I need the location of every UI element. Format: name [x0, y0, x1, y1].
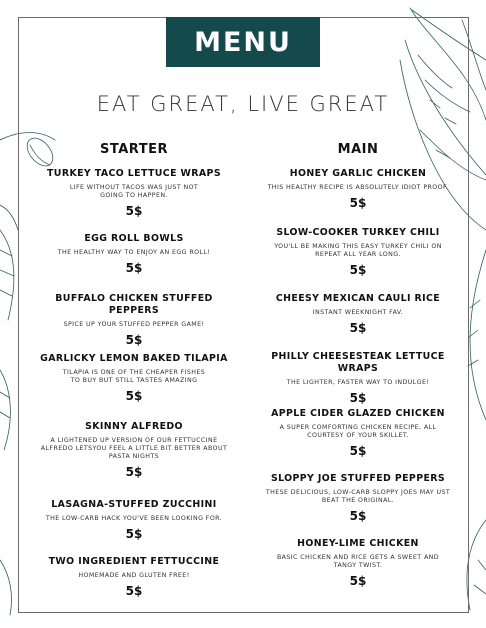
- menu-item: [258, 351, 458, 405]
- item-description: A SUPER COMFORTING CHICKEN RECIPE, ALL COURTESY OF YOUR SKILLET.: [279, 424, 437, 439]
- menu-item: [33, 293, 235, 347]
- item-price: 5$: [125, 261, 143, 275]
- tagline: EAT GREAT, LIVE GREAT: [96, 92, 390, 116]
- menu-item: [33, 168, 235, 218]
- item-description: BASIC CHICKEN AND RICE GETS A SWEET AND TANGY TWIST.: [276, 554, 440, 569]
- item-name: APPLE CIDER GLAZED CHICKEN: [271, 408, 445, 419]
- item-name: LASAGNA-STUFFED ZUCCHINI: [51, 499, 217, 510]
- item-description: THESE DELICIOUS, LOW-CARB SLOPPY JOES MAY UST BEAT THE ORIGINAL.: [265, 489, 451, 504]
- menu-item: [33, 233, 235, 275]
- menu-item: [33, 556, 235, 598]
- menu-item: [258, 538, 458, 588]
- main-heading: MAIN: [337, 142, 379, 157]
- item-price: 5$: [349, 574, 367, 588]
- item-name: TWO INGREDIENT FETTUCCINE: [48, 556, 220, 567]
- item-name: HONEY GARLIC CHICKEN: [289, 168, 427, 179]
- menu-item: [33, 353, 235, 403]
- menu-item: [258, 168, 458, 210]
- item-price: 5$: [125, 333, 143, 347]
- item-description: LIFE WITHOUT TACOS WAS JUST NOT GOING TO HAPPEN.: [69, 184, 199, 199]
- item-price: 5$: [125, 465, 143, 479]
- item-description: A LIGHTENED UP VERSION OF OUR FETTUCCINE ALFREDO LETSYOU FEEL A LITTLE BIT BETTER ABOUT PASTA NIGHTS: [40, 437, 228, 460]
- menu-item: [258, 227, 458, 277]
- item-name: GARLICKY LEMON BAKED TILAPIA: [40, 353, 228, 364]
- menu-item: [258, 408, 458, 458]
- item-description: HOMEMADE AND GLUTEN FREE!: [78, 572, 190, 579]
- item-name: HONEY-LIME CHICKEN: [297, 538, 419, 549]
- item-name: SKINNY ALFREDO: [85, 421, 183, 432]
- item-price: 5$: [125, 527, 143, 541]
- menu-item: [33, 499, 235, 541]
- item-price: 5$: [349, 321, 367, 335]
- starter-heading: STARTER: [100, 142, 168, 157]
- item-name: BUFFALO CHICKEN STUFFED PEPPERS: [55, 293, 213, 316]
- item-description: TILAPIA IS ONE OF THE CHEAPER FISHES TO BUY BUT STILL TASTES AMAZING: [62, 369, 206, 384]
- item-price: 5$: [125, 204, 143, 218]
- item-price: 5$: [349, 509, 367, 523]
- item-description: INSTANT WEEKNIGHT FAV.: [312, 309, 404, 316]
- item-price: 5$: [349, 263, 367, 277]
- item-name: SLOPPY JOE STUFFED PEPPERS: [270, 473, 446, 484]
- item-description: THIS HEALTHY RECIPE IS ABSOLUTELY IDIOT PROOF.: [267, 184, 449, 191]
- menu-title-banner: [166, 17, 320, 67]
- item-name: CHEESY MEXICAN CAULI RICE: [275, 293, 441, 304]
- menu-item: [258, 293, 458, 335]
- menu-item: [258, 473, 458, 523]
- item-name: SLOW-COOKER TURKEY CHILI: [276, 227, 440, 238]
- item-name: PHILLY CHEESESTEAK LETTUCE WRAPS: [271, 351, 445, 374]
- item-description: YOU'LL BE MAKING THIS EASY TURKEY CHILI ON REPEAT ALL YEAR LONG.: [274, 243, 442, 258]
- item-price: 5$: [349, 196, 367, 210]
- item-price: 5$: [349, 444, 367, 458]
- item-description: THE LIGHTER, FASTER WAY TO INDULGE!: [286, 379, 430, 386]
- item-description: SPICE UP YOUR STUFFED PEPPER GAME!: [63, 321, 205, 328]
- menu-title: MENU: [194, 26, 292, 58]
- item-price: 5$: [125, 584, 143, 598]
- item-name: EGG ROLL BOWLS: [84, 233, 184, 244]
- item-name: TURKEY TACO LETTUCE WRAPS: [47, 168, 221, 179]
- item-description: THE HEALTHY WAY TO ENJOY AN EGG ROLL!: [57, 249, 211, 256]
- menu-item: [33, 421, 235, 479]
- item-price: 5$: [349, 391, 367, 405]
- item-price: 5$: [125, 389, 143, 403]
- item-description: THE LOW-CARB HACK YOU'VE BEEN LOOKING FOR.: [45, 515, 223, 522]
